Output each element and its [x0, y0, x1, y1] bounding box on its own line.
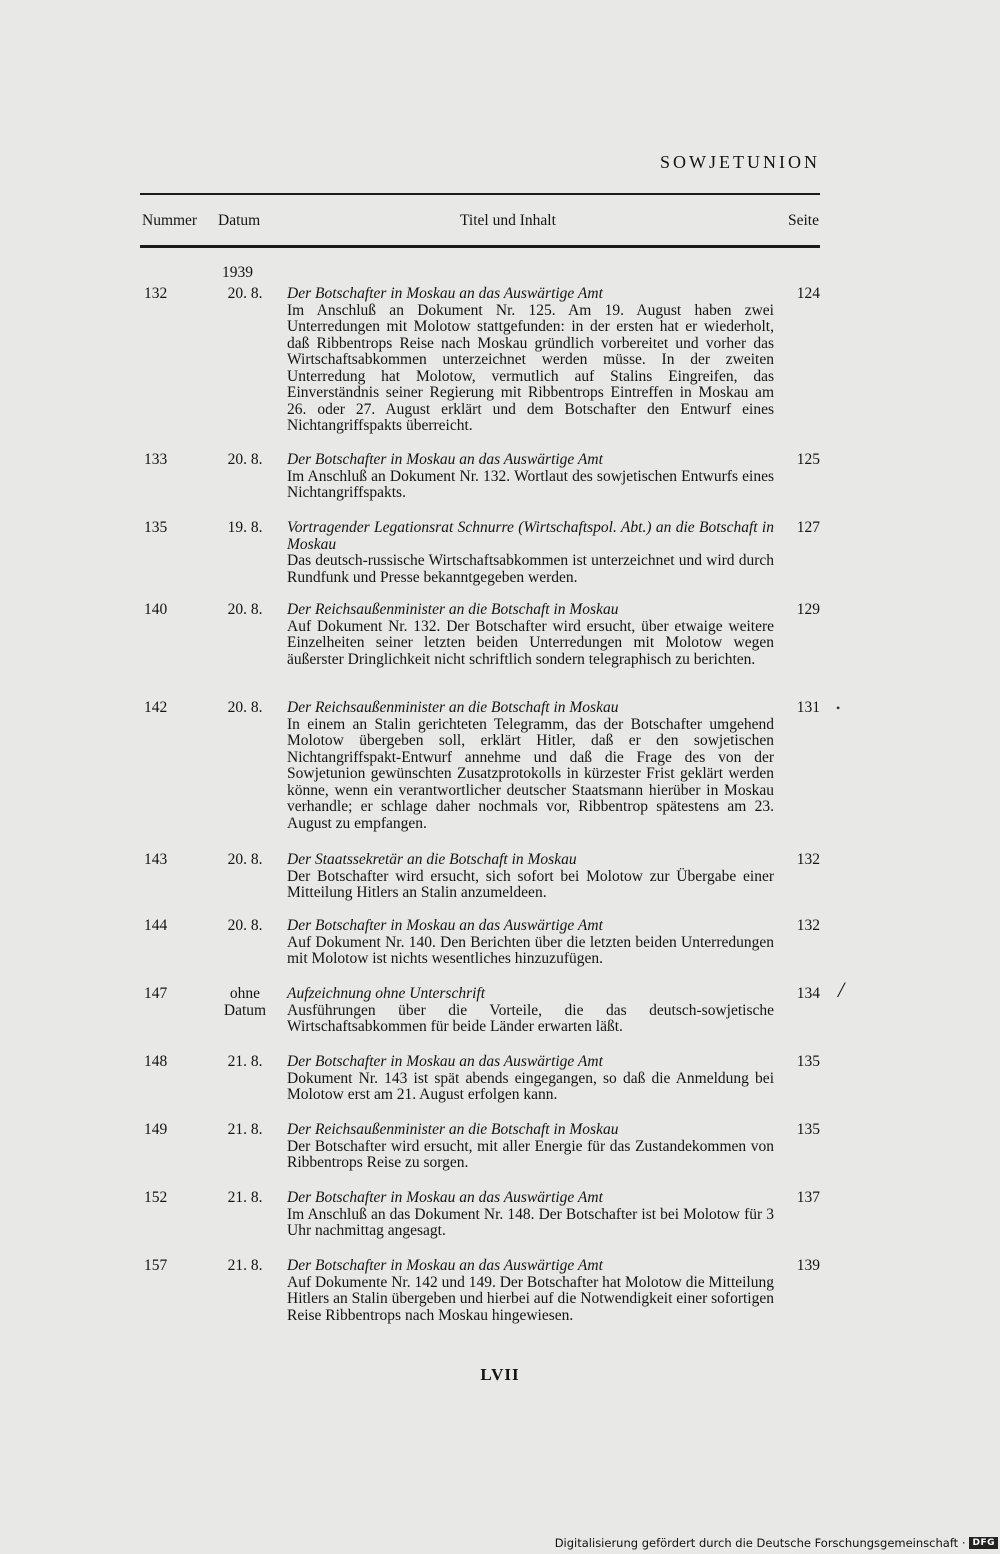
column-header-page: Seite — [788, 212, 819, 229]
entry-number: 133 — [144, 451, 168, 468]
entry-number: 135 — [144, 519, 168, 536]
entry-date: 20. 8. — [227, 699, 263, 716]
entry-body — [287, 452, 774, 502]
margin-dot-mark: • — [836, 701, 841, 715]
entry-body — [287, 918, 774, 968]
entry-title: Der Botschafter in Moskau an das Auswärtige Amt — [287, 1257, 603, 1274]
entry-number: 147 — [144, 985, 168, 1002]
year-label: 1939 — [222, 264, 253, 281]
entry-number: 132 — [144, 285, 168, 302]
footer-text: Digitalisierung gefördert durch die Deutsche Forschungsgemeinschaft · — [554, 1536, 966, 1550]
entry-summary: Auf Dokumente Nr. 142 und 149. Der Botschafter hat Molotow die Mitteilung Hitlers an Stalin übergeben und hierbei auf die Notwendigkeit einer sofortigen Reise Ribbentrops nach Moskau hingewiesen. — [287, 1273, 774, 1324]
entry-title: Der Botschafter in Moskau an das Auswärtige Amt — [287, 917, 603, 934]
entry-title: Der Botschafter in Moskau an das Auswärtige Amt — [287, 285, 603, 302]
entry-page: 131 — [796, 699, 820, 716]
dfg-logo: DFG — [969, 1537, 998, 1549]
entry-summary: Auf Dokument Nr. 132. Der Botschafter wird ersucht, über etwaige weitere Einzelheiten seiner letzten beiden Unterredungen mit Molotow wegen äußerster Dringlichkeit nicht schriftlich sondern telegraphisch zu berichten. — [287, 617, 774, 668]
document-entry — [140, 977, 845, 1036]
entry-page: 129 — [796, 601, 820, 618]
entry-date: 20. 8. — [227, 851, 263, 868]
entry-date: 21. 8. — [227, 1121, 263, 1138]
page-number: LVII — [480, 1365, 520, 1384]
entry-page: 125 — [796, 451, 820, 468]
entry-body — [287, 286, 774, 435]
document-entry — [140, 918, 820, 968]
entry-page: 132 — [796, 851, 820, 868]
entry-page: 127 — [796, 519, 820, 536]
entry-summary: Im Anschluß an das Dokument Nr. 148. Der Botschafter ist bei Molotow für 3 Uhr nachmittag angesagt. — [287, 1205, 774, 1239]
entry-number: 140 — [144, 601, 168, 618]
entry-summary: Im Anschluß an Dokument Nr. 132. Wortlaut des sowjetischen Entwurfs eines Nichtangriffspakts. — [287, 467, 774, 501]
entry-date: 21. 8. — [227, 1189, 263, 1206]
document-entry — [140, 602, 820, 668]
entry-date: 20. 8. — [227, 285, 263, 302]
entry-summary: Auf Dokument Nr. 140. Den Berichten über die letzten beiden Unterredungen mit Molotow ist nichts wesentliches hinzuzufügen. — [287, 933, 774, 967]
entry-body — [287, 1190, 774, 1240]
entry-number: 148 — [144, 1053, 168, 1070]
entry-summary: Das deutsch-russische Wirtschaftsabkommen ist unterzeichnet und wird durch Rundfunk und Presse bekanntgegeben werden. — [287, 552, 774, 586]
entry-body — [287, 1258, 774, 1324]
entry-body — [287, 1054, 774, 1104]
entry-title: Der Staatssekretär an die Botschaft in Moskau — [287, 851, 577, 868]
entry-date: 20. 8. — [227, 917, 263, 934]
entry-date: 21. 8. — [227, 1257, 263, 1274]
entry-summary: Ausführungen über die Vorteile, die das deutsch-sowjetische Wirtschaftsabkommen für beide Länder erwarten läßt. — [287, 1001, 774, 1035]
entry-title: Der Botschafter in Moskau an das Auswärtige Amt — [287, 1053, 603, 1070]
header-rule — [140, 245, 820, 248]
document-entry — [140, 452, 820, 502]
entry-number: 152 — [144, 1189, 168, 1206]
entry-summary: Der Botschafter wird ersucht, mit aller Energie für das Zustandekommen von Ribbentrops Reise zu sorgen. — [287, 1137, 774, 1171]
entry-page: 135 — [796, 1053, 820, 1070]
document-entry — [140, 852, 820, 902]
entry-title: Der Reichsaußenminister an die Botschaft in Moskau — [287, 601, 619, 618]
entry-body — [287, 986, 774, 1036]
entry-number: 149 — [144, 1121, 168, 1138]
document-entry — [140, 520, 820, 586]
entry-body — [287, 700, 774, 832]
entry-title: Aufzeichnung ohne Unterschrift — [287, 985, 486, 1002]
entry-title: Vortragender Legationsrat Schnurre (Wirtschaftspol. Abt.) an die Botschaft in Moskau — [287, 519, 774, 553]
document-entry — [140, 1190, 820, 1240]
entry-body — [287, 1122, 774, 1172]
footer-credit — [555, 1536, 998, 1550]
entry-date: 21. 8. — [227, 1053, 263, 1070]
entry-page: 134 — [796, 985, 820, 1002]
top-rule — [140, 193, 820, 195]
entry-number: 144 — [144, 917, 168, 934]
entry-title: Der Reichsaußenminister an die Botschaft in Moskau — [287, 1121, 619, 1138]
entry-number: 157 — [144, 1257, 168, 1274]
document-entry — [140, 1054, 820, 1104]
document-entry — [140, 1122, 820, 1172]
handwritten-tick-mark: / — [838, 977, 845, 1002]
entry-date: 19. 8. — [227, 519, 263, 536]
document-entry — [140, 286, 820, 435]
column-header-date: Datum — [218, 212, 261, 229]
entry-title: Der Botschafter in Moskau an das Auswärtige Amt — [287, 1189, 603, 1206]
entry-page: 132 — [796, 917, 820, 934]
entry-summary: Der Botschafter wird ersucht, sich sofort bei Molotow zur Übergabe einer Mitteilung Hitlers an Stalin anzumeldeen. — [287, 867, 774, 901]
column-header-title: Titel und Inhalt — [460, 212, 556, 229]
entry-body — [287, 852, 774, 902]
entry-summary: Dokument Nr. 143 ist spät abends eingegangen, so daß die Anmeldung bei Molotow erst am 21. August erfolgen kann. — [287, 1069, 774, 1103]
entry-summary: In einem an Stalin gerichteten Telegramm, das der Botschafter umgehend Molotow übergeben soll, erklärt Hitler, daß er den sowjetischen Nichtangriffspakt-Entwurf annehme und daß die Frage des von der Sowjetunion gewünschten Zusatzprotokolls in kürzester Frist geklärt werden könne, wenn ein verantwortlicher deutscher Staatsmann hierüber in Moskau verhandle; er schlage daher nochmals vor, Ribbentrop spätestens am 23. August zu empfangen. — [287, 715, 774, 832]
entry-body — [287, 602, 774, 668]
entry-page: 137 — [796, 1189, 820, 1206]
document-entry — [140, 699, 841, 832]
section-title: SOWJETUNION — [660, 152, 820, 172]
entry-date: ohne Datum — [223, 985, 267, 1019]
column-header-number: Nummer — [142, 212, 198, 229]
entry-number: 142 — [144, 699, 168, 716]
entry-title: Der Reichsaußenminister an die Botschaft in Moskau — [287, 699, 619, 716]
entry-summary: Im Anschluß an Dokument Nr. 125. Am 19. August haben zwei Unterredungen mit Molotow stattgefunden: in der ersten hat er wiederholt, daß Ribbentrops Reise nach Moskau gründlich vorbereitet und vorher das Wirtschaftsabkommen unterzeichnet werden müsse. In der zweiten Unterredung hat Molotow, vermutlich auf Stalins Eingreifen, das Einverständnis seiner Regierung mit Ribbentrops Eintreffen in Moskau am 26. oder 27. August erklärt und dem Botschafter den Entwurf eines Nichtangriffspakts überreicht. — [287, 301, 774, 434]
entry-number: 143 — [144, 851, 168, 868]
entry-page: 135 — [796, 1121, 820, 1138]
entry-date: 20. 8. — [227, 451, 263, 468]
entry-body — [287, 520, 774, 586]
document-entry — [140, 1258, 820, 1324]
entry-page: 124 — [796, 285, 820, 302]
entry-title: Der Botschafter in Moskau an das Auswärtige Amt — [287, 451, 603, 468]
entry-date: 20. 8. — [227, 601, 263, 618]
entry-page: 139 — [796, 1257, 820, 1274]
